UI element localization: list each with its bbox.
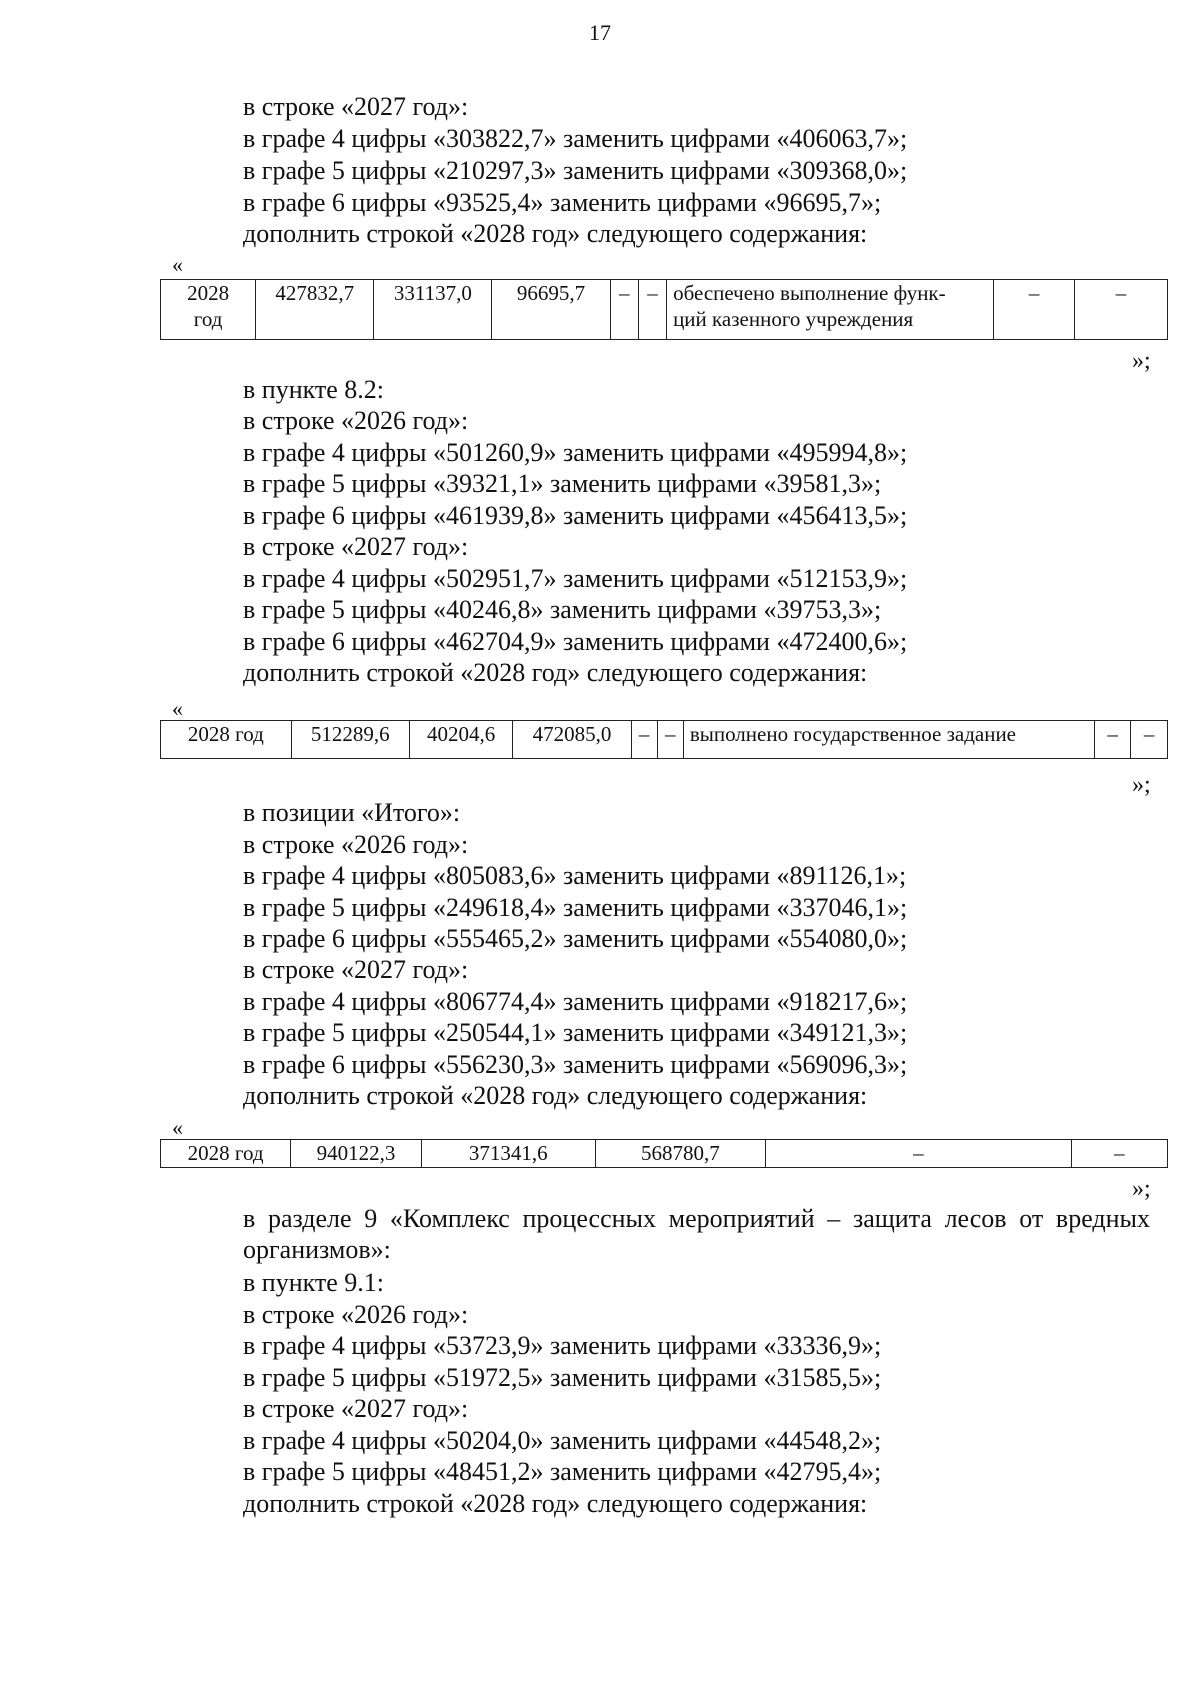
text-line: в строке «2027 год»: [243, 1394, 469, 1423]
result-text: ций казенного учреждения [673, 307, 914, 331]
table-cell: – [610, 280, 638, 340]
text-line: в графе 5 цифры «249618,4» заменить цифрами «337046,1»; [243, 893, 908, 922]
table-cell: 512289,6 [291, 721, 409, 759]
table-cell: – [657, 721, 683, 759]
open-quote: « [172, 1115, 183, 1140]
text-line: в графе 4 цифры «805083,6» заменить цифрами «891126,1»; [243, 861, 907, 890]
text-line: в графе 5 цифры «51972,5» заменить цифрами «31585,5»; [243, 1363, 882, 1392]
table-cell: – [765, 1140, 1071, 1168]
amendment-table-2028-total [160, 1139, 1168, 1168]
text-line: дополнить строкой «2028 год» следующего содержания: [243, 1489, 868, 1518]
close-quote: »; [1132, 1176, 1151, 1202]
page-number: 17 [589, 20, 611, 45]
text-line: в графе 4 цифры «806774,4» заменить цифрами «918217,6»; [243, 987, 908, 1016]
table-cell: 371341,6 [421, 1140, 595, 1168]
text-line: в пункте 9.1: [243, 1268, 385, 1297]
text-line: в графе 5 цифры «210297,3» заменить цифрами «309368,0»; [243, 156, 908, 185]
text-line: в пункте 8.2: [243, 375, 385, 404]
text-line: в строке «2026 год»: [243, 830, 469, 859]
text-line: дополнить строкой «2028 год» следующего содержания: [243, 658, 868, 687]
amendment-table-2028-b [160, 720, 1168, 759]
text-line: в графе 6 цифры «461939,8» заменить цифрами «456413,5»; [243, 501, 908, 530]
table-row [161, 280, 1168, 340]
text-line: в графе 6 цифры «93525,4» заменить цифрами «96695,7»; [243, 188, 882, 217]
close-quote: »; [1132, 772, 1151, 798]
text-line: в графе 5 цифры «39321,1» заменить цифрами «39581,3»; [243, 469, 882, 498]
year-label: год [193, 307, 223, 331]
text-line: в графе 4 цифры «50204,0» заменить цифрами «44548,2»; [243, 1426, 882, 1455]
text-line: в графе 6 цифры «556230,3» заменить цифрами «569096,3»; [243, 1050, 908, 1079]
table-row [161, 721, 1168, 759]
text-line: в графе 5 цифры «40246,8» заменить цифрами «39753,3»; [243, 595, 882, 624]
table-cell: 40204,6 [409, 721, 513, 759]
paragraph-text: в разделе 9 «Комплекс процессных мероприятий – защита лесов от вредных организмов»: [243, 1204, 1150, 1264]
table-cell: 472085,0 [513, 721, 631, 759]
text-line: дополнить строкой «2028 год» следующего содержания: [243, 1081, 868, 1110]
table-row [161, 1140, 1168, 1168]
text-line: в графе 4 цифры «502951,7» заменить цифрами «512153,9»; [243, 564, 908, 593]
text-line: в строке «2027 год»: [243, 955, 469, 984]
table-cell: – [994, 280, 1075, 340]
table-cell: – [638, 280, 666, 340]
table-cell: – [1074, 280, 1167, 340]
table-cell: – [631, 721, 657, 759]
text-line: в строке «2027 год»: [243, 92, 469, 121]
text-line: в строке «2026 год»: [243, 1300, 469, 1329]
text-line: в графе 5 цифры «48451,2» заменить цифрами «42795,4»; [243, 1457, 882, 1486]
table-cell-result [667, 280, 994, 340]
table-cell-year [161, 280, 256, 340]
table-cell: 568780,7 [595, 1140, 765, 1168]
text-line: в графе 4 цифры «53723,9» заменить цифрами «33336,9»; [243, 1331, 882, 1360]
open-quote: « [172, 696, 183, 721]
text-line: в строке «2027 год»: [243, 532, 469, 561]
table-cell: – [1131, 721, 1168, 759]
text-line: в графе 6 цифры «555465,2» заменить цифрами «554080,0»; [243, 924, 908, 953]
text-line: в графе 6 цифры «462704,9» заменить цифрами «472400,6»; [243, 627, 908, 656]
result-text: обеспечено выполнение функ- [673, 281, 946, 305]
open-quote: « [172, 252, 183, 277]
section-heading-paragraph [170, 1203, 1150, 1265]
text-line: в строке «2026 год»: [243, 406, 469, 435]
text-line: в графе 4 цифры «501260,9» заменить цифрами «495994,8»; [243, 438, 908, 467]
table-cell: 331137,0 [374, 280, 492, 340]
table-cell-year: 2028 год [161, 1140, 291, 1168]
close-quote: »; [1132, 348, 1151, 374]
text-line: в графе 4 цифры «303822,7» заменить цифрами «406063,7»; [243, 124, 908, 153]
table-cell: 427832,7 [256, 280, 374, 340]
table-cell-result: выполнено государственное задание [683, 721, 1094, 759]
text-line: в графе 5 цифры «250544,1» заменить цифрами «349121,3»; [243, 1018, 908, 1047]
table-cell: 940122,3 [291, 1140, 422, 1168]
amendment-table-2028-a [160, 279, 1168, 340]
table-cell: 96695,7 [492, 280, 610, 340]
year-label: 2028 [187, 281, 230, 305]
text-line: в позиции «Итого»: [243, 798, 461, 827]
table-cell: – [1071, 1140, 1167, 1168]
table-cell-year: 2028 год [161, 721, 292, 759]
table-cell: – [1094, 721, 1131, 759]
text-line: дополнить строкой «2028 год» следующего содержания: [243, 219, 868, 248]
